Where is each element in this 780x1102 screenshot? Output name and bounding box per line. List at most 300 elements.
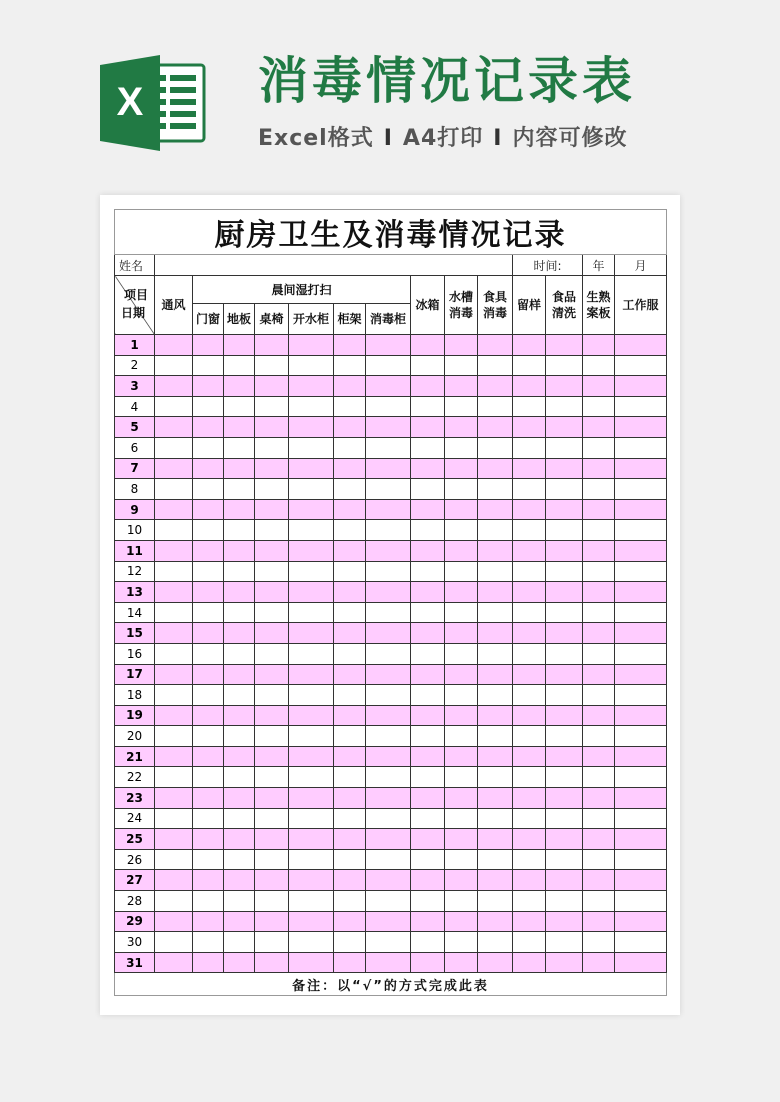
check-cell[interactable]: [445, 520, 478, 541]
check-cell[interactable]: [445, 829, 478, 850]
check-cell[interactable]: [513, 664, 546, 685]
check-cell[interactable]: [155, 499, 193, 520]
check-cell[interactable]: [255, 685, 289, 706]
check-cell[interactable]: [546, 788, 583, 809]
check-cell[interactable]: [445, 355, 478, 376]
check-cell[interactable]: [478, 520, 513, 541]
check-cell[interactable]: [411, 891, 445, 912]
check-cell[interactable]: [411, 582, 445, 603]
check-cell[interactable]: [289, 685, 334, 706]
check-cell[interactable]: [445, 767, 478, 788]
check-cell[interactable]: [615, 911, 667, 932]
check-cell[interactable]: [255, 870, 289, 891]
check-cell[interactable]: [411, 685, 445, 706]
check-cell[interactable]: [193, 355, 224, 376]
check-cell[interactable]: [513, 520, 546, 541]
check-cell[interactable]: [513, 870, 546, 891]
check-cell[interactable]: [155, 643, 193, 664]
check-cell[interactable]: [289, 911, 334, 932]
check-cell[interactable]: [411, 335, 445, 356]
check-cell[interactable]: [615, 726, 667, 747]
check-cell[interactable]: [155, 561, 193, 582]
check-cell[interactable]: [289, 458, 334, 479]
check-cell[interactable]: [155, 623, 193, 644]
check-cell[interactable]: [546, 767, 583, 788]
check-cell[interactable]: [478, 602, 513, 623]
check-cell[interactable]: [289, 561, 334, 582]
check-cell[interactable]: [366, 849, 411, 870]
check-cell[interactable]: [155, 376, 193, 397]
check-cell[interactable]: [289, 891, 334, 912]
check-cell[interactable]: [155, 788, 193, 809]
check-cell[interactable]: [583, 829, 615, 850]
check-cell[interactable]: [289, 417, 334, 438]
check-cell[interactable]: [583, 437, 615, 458]
check-cell[interactable]: [478, 335, 513, 356]
check-cell[interactable]: [193, 582, 224, 603]
check-cell[interactable]: [289, 540, 334, 561]
check-cell[interactable]: [224, 602, 255, 623]
check-cell[interactable]: [255, 376, 289, 397]
check-cell[interactable]: [224, 767, 255, 788]
check-cell[interactable]: [366, 623, 411, 644]
check-cell[interactable]: [334, 726, 366, 747]
check-cell[interactable]: [615, 891, 667, 912]
check-cell[interactable]: [411, 829, 445, 850]
check-cell[interactable]: [411, 437, 445, 458]
check-cell[interactable]: [411, 355, 445, 376]
check-cell[interactable]: [513, 499, 546, 520]
check-cell[interactable]: [411, 705, 445, 726]
check-cell[interactable]: [193, 479, 224, 500]
check-cell[interactable]: [289, 705, 334, 726]
check-cell[interactable]: [366, 829, 411, 850]
check-cell[interactable]: [546, 602, 583, 623]
check-cell[interactable]: [334, 664, 366, 685]
check-cell[interactable]: [155, 891, 193, 912]
check-cell[interactable]: [478, 540, 513, 561]
check-cell[interactable]: [366, 458, 411, 479]
check-cell[interactable]: [615, 335, 667, 356]
check-cell[interactable]: [334, 911, 366, 932]
check-cell[interactable]: [224, 458, 255, 479]
check-cell[interactable]: [334, 602, 366, 623]
check-cell[interactable]: [546, 458, 583, 479]
check-cell[interactable]: [255, 396, 289, 417]
check-cell[interactable]: [193, 952, 224, 973]
check-cell[interactable]: [583, 788, 615, 809]
check-cell[interactable]: [513, 355, 546, 376]
check-cell[interactable]: [615, 952, 667, 973]
check-cell[interactable]: [513, 540, 546, 561]
check-cell[interactable]: [155, 520, 193, 541]
check-cell[interactable]: [255, 623, 289, 644]
check-cell[interactable]: [289, 829, 334, 850]
check-cell[interactable]: [445, 602, 478, 623]
check-cell[interactable]: [289, 396, 334, 417]
check-cell[interactable]: [411, 540, 445, 561]
check-cell[interactable]: [478, 808, 513, 829]
check-cell[interactable]: [615, 458, 667, 479]
check-cell[interactable]: [255, 829, 289, 850]
check-cell[interactable]: [289, 376, 334, 397]
check-cell[interactable]: [255, 335, 289, 356]
check-cell[interactable]: [193, 520, 224, 541]
check-cell[interactable]: [224, 829, 255, 850]
check-cell[interactable]: [615, 582, 667, 603]
check-cell[interactable]: [255, 788, 289, 809]
check-cell[interactable]: [334, 891, 366, 912]
check-cell[interactable]: [224, 932, 255, 953]
check-cell[interactable]: [366, 705, 411, 726]
check-cell[interactable]: [193, 746, 224, 767]
check-cell[interactable]: [224, 726, 255, 747]
check-cell[interactable]: [583, 891, 615, 912]
check-cell[interactable]: [583, 911, 615, 932]
check-cell[interactable]: [155, 932, 193, 953]
check-cell[interactable]: [193, 396, 224, 417]
check-cell[interactable]: [583, 746, 615, 767]
check-cell[interactable]: [445, 335, 478, 356]
check-cell[interactable]: [255, 561, 289, 582]
check-cell[interactable]: [615, 746, 667, 767]
check-cell[interactable]: [615, 788, 667, 809]
check-cell[interactable]: [445, 417, 478, 438]
check-cell[interactable]: [478, 788, 513, 809]
check-cell[interactable]: [334, 458, 366, 479]
check-cell[interactable]: [255, 437, 289, 458]
check-cell[interactable]: [366, 808, 411, 829]
check-cell[interactable]: [445, 685, 478, 706]
check-cell[interactable]: [583, 664, 615, 685]
check-cell[interactable]: [546, 355, 583, 376]
check-cell[interactable]: [224, 952, 255, 973]
check-cell[interactable]: [411, 746, 445, 767]
check-cell[interactable]: [193, 602, 224, 623]
check-cell[interactable]: [583, 520, 615, 541]
check-cell[interactable]: [193, 911, 224, 932]
check-cell[interactable]: [583, 458, 615, 479]
check-cell[interactable]: [334, 355, 366, 376]
check-cell[interactable]: [513, 767, 546, 788]
check-cell[interactable]: [411, 952, 445, 973]
check-cell[interactable]: [411, 376, 445, 397]
check-cell[interactable]: [193, 561, 224, 582]
check-cell[interactable]: [289, 808, 334, 829]
check-cell[interactable]: [334, 417, 366, 438]
check-cell[interactable]: [546, 335, 583, 356]
check-cell[interactable]: [411, 623, 445, 644]
check-cell[interactable]: [513, 746, 546, 767]
check-cell[interactable]: [583, 705, 615, 726]
check-cell[interactable]: [583, 643, 615, 664]
check-cell[interactable]: [255, 746, 289, 767]
check-cell[interactable]: [289, 335, 334, 356]
check-cell[interactable]: [155, 849, 193, 870]
check-cell[interactable]: [411, 561, 445, 582]
check-cell[interactable]: [193, 540, 224, 561]
check-cell[interactable]: [513, 643, 546, 664]
check-cell[interactable]: [583, 870, 615, 891]
check-cell[interactable]: [289, 355, 334, 376]
check-cell[interactable]: [193, 726, 224, 747]
check-cell[interactable]: [224, 520, 255, 541]
check-cell[interactable]: [513, 891, 546, 912]
check-cell[interactable]: [411, 932, 445, 953]
check-cell[interactable]: [478, 417, 513, 438]
check-cell[interactable]: [255, 355, 289, 376]
check-cell[interactable]: [411, 499, 445, 520]
check-cell[interactable]: [583, 479, 615, 500]
check-cell[interactable]: [615, 355, 667, 376]
check-cell[interactable]: [366, 437, 411, 458]
check-cell[interactable]: [224, 870, 255, 891]
check-cell[interactable]: [224, 664, 255, 685]
check-cell[interactable]: [411, 726, 445, 747]
check-cell[interactable]: [478, 643, 513, 664]
check-cell[interactable]: [478, 767, 513, 788]
check-cell[interactable]: [224, 891, 255, 912]
check-cell[interactable]: [478, 911, 513, 932]
check-cell[interactable]: [334, 849, 366, 870]
check-cell[interactable]: [193, 767, 224, 788]
check-cell[interactable]: [615, 767, 667, 788]
check-cell[interactable]: [546, 746, 583, 767]
check-cell[interactable]: [615, 396, 667, 417]
check-cell[interactable]: [615, 643, 667, 664]
check-cell[interactable]: [546, 437, 583, 458]
check-cell[interactable]: [583, 623, 615, 644]
check-cell[interactable]: [445, 808, 478, 829]
check-cell[interactable]: [255, 582, 289, 603]
check-cell[interactable]: [366, 540, 411, 561]
check-cell[interactable]: [193, 849, 224, 870]
check-cell[interactable]: [193, 870, 224, 891]
check-cell[interactable]: [289, 726, 334, 747]
check-cell[interactable]: [334, 376, 366, 397]
check-cell[interactable]: [445, 437, 478, 458]
check-cell[interactable]: [334, 582, 366, 603]
check-cell[interactable]: [366, 335, 411, 356]
check-cell[interactable]: [255, 726, 289, 747]
check-cell[interactable]: [255, 417, 289, 438]
check-cell[interactable]: [411, 808, 445, 829]
check-cell[interactable]: [513, 808, 546, 829]
check-cell[interactable]: [366, 891, 411, 912]
check-cell[interactable]: [224, 808, 255, 829]
check-cell[interactable]: [478, 376, 513, 397]
check-cell[interactable]: [615, 540, 667, 561]
check-cell[interactable]: [546, 911, 583, 932]
check-cell[interactable]: [615, 705, 667, 726]
check-cell[interactable]: [366, 355, 411, 376]
check-cell[interactable]: [289, 582, 334, 603]
check-cell[interactable]: [155, 355, 193, 376]
check-cell[interactable]: [513, 685, 546, 706]
check-cell[interactable]: [615, 520, 667, 541]
check-cell[interactable]: [366, 870, 411, 891]
check-cell[interactable]: [546, 849, 583, 870]
check-cell[interactable]: [615, 870, 667, 891]
check-cell[interactable]: [615, 849, 667, 870]
check-cell[interactable]: [334, 870, 366, 891]
check-cell[interactable]: [334, 932, 366, 953]
check-cell[interactable]: [334, 396, 366, 417]
check-cell[interactable]: [615, 437, 667, 458]
check-cell[interactable]: [546, 582, 583, 603]
check-cell[interactable]: [289, 952, 334, 973]
check-cell[interactable]: [583, 355, 615, 376]
check-cell[interactable]: [445, 726, 478, 747]
check-cell[interactable]: [445, 582, 478, 603]
check-cell[interactable]: [193, 788, 224, 809]
check-cell[interactable]: [513, 932, 546, 953]
check-cell[interactable]: [513, 705, 546, 726]
check-cell[interactable]: [366, 767, 411, 788]
check-cell[interactable]: [546, 952, 583, 973]
check-cell[interactable]: [546, 376, 583, 397]
check-cell[interactable]: [255, 479, 289, 500]
check-cell[interactable]: [615, 808, 667, 829]
check-cell[interactable]: [513, 396, 546, 417]
check-cell[interactable]: [289, 520, 334, 541]
check-cell[interactable]: [334, 437, 366, 458]
check-cell[interactable]: [334, 561, 366, 582]
check-cell[interactable]: [478, 932, 513, 953]
check-cell[interactable]: [411, 788, 445, 809]
check-cell[interactable]: [289, 623, 334, 644]
check-cell[interactable]: [224, 705, 255, 726]
check-cell[interactable]: [583, 932, 615, 953]
check-cell[interactable]: [155, 726, 193, 747]
check-cell[interactable]: [155, 870, 193, 891]
check-cell[interactable]: [255, 520, 289, 541]
check-cell[interactable]: [334, 808, 366, 829]
check-cell[interactable]: [155, 479, 193, 500]
check-cell[interactable]: [411, 849, 445, 870]
check-cell[interactable]: [193, 829, 224, 850]
check-cell[interactable]: [583, 540, 615, 561]
check-cell[interactable]: [366, 582, 411, 603]
check-cell[interactable]: [224, 437, 255, 458]
check-cell[interactable]: [615, 602, 667, 623]
check-cell[interactable]: [478, 623, 513, 644]
check-cell[interactable]: [478, 870, 513, 891]
check-cell[interactable]: [478, 664, 513, 685]
check-cell[interactable]: [334, 540, 366, 561]
check-cell[interactable]: [366, 746, 411, 767]
check-cell[interactable]: [224, 788, 255, 809]
check-cell[interactable]: [366, 788, 411, 809]
check-cell[interactable]: [546, 891, 583, 912]
check-cell[interactable]: [366, 499, 411, 520]
check-cell[interactable]: [193, 685, 224, 706]
check-cell[interactable]: [193, 417, 224, 438]
check-cell[interactable]: [615, 932, 667, 953]
check-cell[interactable]: [583, 952, 615, 973]
check-cell[interactable]: [546, 808, 583, 829]
check-cell[interactable]: [255, 891, 289, 912]
check-cell[interactable]: [334, 623, 366, 644]
check-cell[interactable]: [289, 870, 334, 891]
check-cell[interactable]: [445, 561, 478, 582]
check-cell[interactable]: [255, 952, 289, 973]
check-cell[interactable]: [411, 664, 445, 685]
check-cell[interactable]: [478, 479, 513, 500]
check-cell[interactable]: [155, 540, 193, 561]
check-cell[interactable]: [193, 458, 224, 479]
check-cell[interactable]: [334, 479, 366, 500]
check-cell[interactable]: [289, 602, 334, 623]
check-cell[interactable]: [224, 561, 255, 582]
check-cell[interactable]: [546, 705, 583, 726]
check-cell[interactable]: [289, 643, 334, 664]
check-cell[interactable]: [366, 602, 411, 623]
check-cell[interactable]: [513, 788, 546, 809]
check-cell[interactable]: [366, 664, 411, 685]
check-cell[interactable]: [366, 417, 411, 438]
check-cell[interactable]: [411, 911, 445, 932]
check-cell[interactable]: [411, 870, 445, 891]
check-cell[interactable]: [155, 602, 193, 623]
check-cell[interactable]: [583, 396, 615, 417]
check-cell[interactable]: [478, 705, 513, 726]
check-cell[interactable]: [366, 520, 411, 541]
check-cell[interactable]: [366, 932, 411, 953]
check-cell[interactable]: [411, 458, 445, 479]
check-cell[interactable]: [224, 582, 255, 603]
check-cell[interactable]: [155, 767, 193, 788]
check-cell[interactable]: [255, 911, 289, 932]
check-cell[interactable]: [224, 911, 255, 932]
check-cell[interactable]: [366, 396, 411, 417]
check-cell[interactable]: [615, 479, 667, 500]
check-cell[interactable]: [546, 726, 583, 747]
check-cell[interactable]: [478, 437, 513, 458]
check-cell[interactable]: [615, 623, 667, 644]
check-cell[interactable]: [445, 705, 478, 726]
check-cell[interactable]: [224, 746, 255, 767]
check-cell[interactable]: [334, 499, 366, 520]
check-cell[interactable]: [445, 396, 478, 417]
check-cell[interactable]: [445, 870, 478, 891]
check-cell[interactable]: [289, 664, 334, 685]
check-cell[interactable]: [478, 952, 513, 973]
check-cell[interactable]: [193, 376, 224, 397]
check-cell[interactable]: [583, 767, 615, 788]
check-cell[interactable]: [289, 479, 334, 500]
check-cell[interactable]: [224, 396, 255, 417]
check-cell[interactable]: [366, 479, 411, 500]
check-cell[interactable]: [583, 417, 615, 438]
check-cell[interactable]: [445, 911, 478, 932]
check-cell[interactable]: [255, 458, 289, 479]
check-cell[interactable]: [155, 396, 193, 417]
check-cell[interactable]: [224, 417, 255, 438]
check-cell[interactable]: [289, 932, 334, 953]
check-cell[interactable]: [411, 396, 445, 417]
check-cell[interactable]: [583, 335, 615, 356]
check-cell[interactable]: [445, 540, 478, 561]
check-cell[interactable]: [445, 932, 478, 953]
check-cell[interactable]: [334, 952, 366, 973]
check-cell[interactable]: [513, 335, 546, 356]
check-cell[interactable]: [513, 437, 546, 458]
check-cell[interactable]: [583, 808, 615, 829]
check-cell[interactable]: [445, 788, 478, 809]
check-cell[interactable]: [445, 643, 478, 664]
check-cell[interactable]: [583, 376, 615, 397]
